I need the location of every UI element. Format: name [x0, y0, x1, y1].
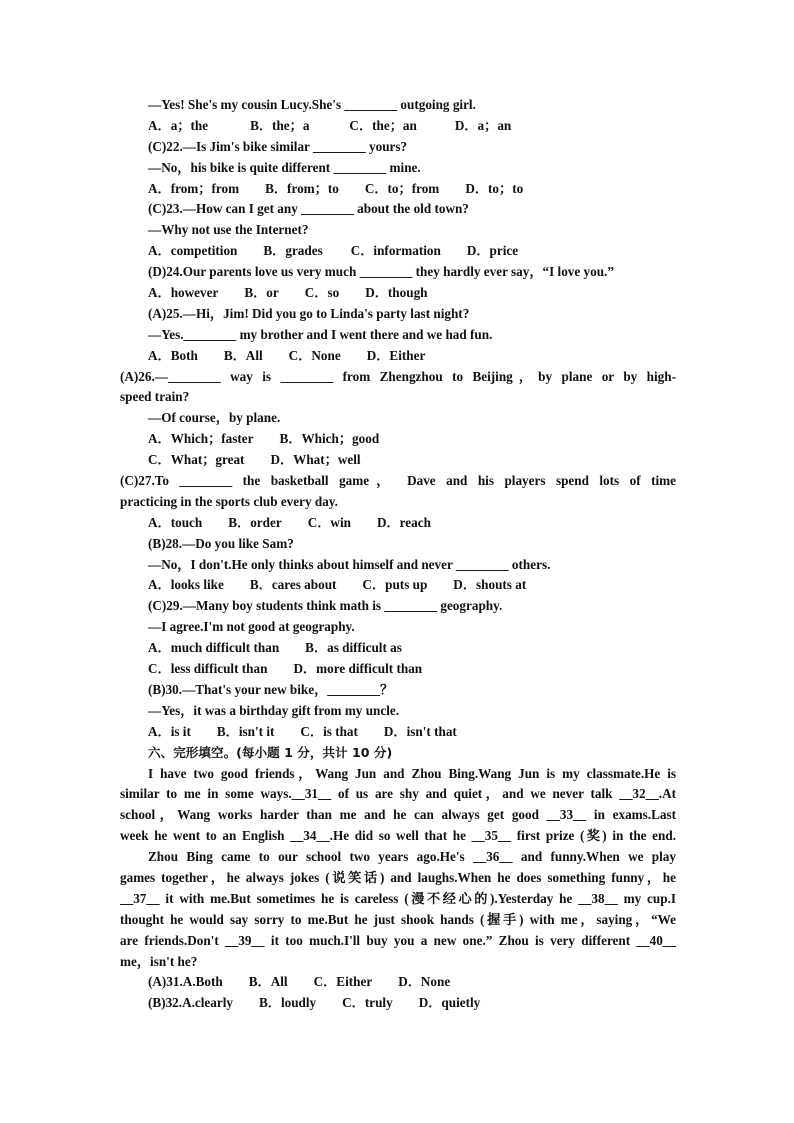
answer-options — [120, 722, 676, 743]
question-line: —Yes.________ my brother and I went there and we had fun. — [148, 326, 493, 342]
paragraph-line: similar to me in some ways.__31__ of us are shy and quiet，and we never talk __32__.At — [120, 786, 676, 802]
question-line: (A)25.—Hi，Jim! Did you go to Linda's party last night? — [148, 305, 470, 321]
answer-option: D．more difficult than — [293, 661, 423, 677]
answer-option: B．isn't it — [216, 723, 275, 739]
answer-option: D．a；an — [454, 117, 512, 133]
question-line: —No，his bike is quite different ________ mine. — [148, 159, 421, 175]
answer-option: B．Which；good — [279, 431, 380, 447]
answer-option: C．to；from — [364, 180, 440, 196]
question-line: (C)29.—Many boy students think math is ________ geography. — [148, 598, 503, 614]
answer-option: B．as difficult as — [305, 640, 402, 656]
answer-option: A．a；the — [148, 117, 209, 133]
answer-options — [120, 429, 676, 450]
answer-options — [120, 450, 676, 471]
answer-option: A．from；from — [148, 180, 240, 196]
answer-option: B．or — [244, 285, 279, 301]
answer-option: A．is it — [148, 723, 191, 739]
question-line: —Why not use the Internet? — [148, 222, 309, 238]
paragraph-line: practicing in the sports club every day. — [120, 493, 338, 509]
answer-option: C．win — [307, 514, 351, 530]
answer-options — [120, 283, 676, 304]
question-line: (B)28.—Do you like Sam? — [148, 535, 294, 551]
answer-option: (A)31.A.Both — [148, 974, 223, 990]
answer-option: D．What；well — [270, 452, 361, 468]
answer-option: A．Which；faster — [148, 431, 254, 447]
section-heading: 六、完形填空。(每小题 1 分，共计 10 分) — [148, 744, 393, 760]
paragraph-line: games together，he always jokes (说笑话) and laughs.When he does something funny，he — [120, 869, 676, 885]
answer-options — [120, 638, 676, 659]
answer-options — [120, 346, 676, 367]
paragraph-line: thought he would say sorry to me.But he just shook hands (握手) with me，saying，“We — [120, 911, 676, 927]
answer-option: A．Both — [148, 347, 198, 363]
answer-option: A．much difficult than — [148, 640, 280, 656]
answer-options — [120, 179, 676, 200]
paragraph-line: school，Wang works harder than me and he can always get good __33__ in exams.Last — [120, 807, 676, 823]
answer-option: B．grades — [263, 243, 323, 259]
answer-option: B．All — [223, 347, 263, 363]
answer-options — [120, 659, 676, 680]
answer-option: C．information — [350, 243, 441, 259]
answer-option: D．quietly — [418, 995, 481, 1011]
answer-options — [120, 513, 676, 534]
answer-options — [120, 972, 676, 993]
paragraph-line: week he went to an English __34__.He did so well that he __35__ first prize (奖) in the end. — [120, 828, 676, 844]
answer-option: D．Either — [366, 347, 426, 363]
answer-option: D．None — [398, 974, 451, 990]
answer-option: B．from；to — [265, 180, 339, 196]
paragraph-line: I have two good friends，Wang Jun and Zhou Bing.Wang Jun is my classmate.He is — [148, 765, 676, 781]
answer-option: B．loudly — [258, 995, 317, 1011]
answer-options — [120, 241, 676, 262]
paragraph-line: (A)26.—________ way is ________ from Zhengzhou to Beijing，by plane or by high- — [120, 368, 676, 384]
answer-options — [120, 116, 676, 137]
question-line: (C)23.—How can I get any ________ about the old town? — [148, 201, 469, 217]
question-line: —Of course，by plane. — [148, 410, 281, 426]
answer-option: D．reach — [376, 514, 431, 530]
answer-option: C．less difficult than — [148, 661, 268, 677]
question-line: —No，I don't.He only thinks about himself and never ________ others. — [148, 556, 551, 572]
answer-option: C．Either — [313, 974, 373, 990]
answer-option: B．order — [228, 514, 282, 530]
answer-option: B．All — [248, 974, 288, 990]
answer-option: A．competition — [148, 243, 238, 259]
answer-option: A．touch — [148, 514, 203, 530]
question-line: —Yes，it was a birthday gift from my uncle. — [148, 702, 400, 718]
answer-option: (B)32.A.clearly — [148, 995, 233, 1011]
answer-option: D．shouts at — [453, 577, 527, 593]
answer-option: C．What；great — [148, 452, 245, 468]
answer-option: C．None — [288, 347, 341, 363]
answer-option: D．isn't that — [383, 723, 457, 739]
paragraph-line: (C)27.To ________ the basketball game， Dave and his players spend lots of time — [120, 473, 676, 489]
answer-option: A．looks like — [148, 577, 224, 593]
answer-option: D．price — [466, 243, 519, 259]
answer-option: B．cares about — [249, 577, 337, 593]
paragraph-line: speed train? — [120, 389, 190, 405]
answer-option: C．so — [304, 285, 340, 301]
exam-page — [120, 95, 676, 1014]
answer-option: C．the；an — [349, 117, 417, 133]
question-line: (C)22.—Is Jim's bike similar ________ yours? — [148, 138, 408, 154]
answer-option: C．truly — [342, 995, 393, 1011]
answer-option: D．to；to — [465, 180, 524, 196]
paragraph-line: Zhou Bing came to our school two years ago.He's __36__ and funny.When we play — [148, 849, 676, 865]
answer-option: B．the；a — [250, 117, 310, 133]
answer-option: A．however — [148, 285, 219, 301]
paragraph-line: are friends.Don't __39__ it too much.I'll buy you a new one.” Zhou is very different __40__ — [120, 932, 676, 948]
question-line: (B)30.—That's your new bike，________？ — [148, 681, 394, 697]
answer-option: C．is that — [300, 723, 358, 739]
question-line: —I agree.I'm not good at geography. — [148, 619, 355, 635]
paragraph-line: me，isn't he? — [120, 953, 198, 969]
question-line: (D)24.Our parents love us very much ________ they hardly ever say，“I love you.” — [148, 264, 614, 280]
paragraph-line: __37__ it with me.But sometimes he is careless (漫不经心的).Yesterday he __38__ my cup.I — [120, 890, 676, 906]
answer-option: C．puts up — [362, 577, 428, 593]
answer-options — [120, 575, 676, 596]
answer-option: D．though — [365, 285, 428, 301]
question-line: —Yes! She's my cousin Lucy.She's ________ outgoing girl. — [148, 97, 476, 112]
answer-options — [120, 993, 676, 1014]
